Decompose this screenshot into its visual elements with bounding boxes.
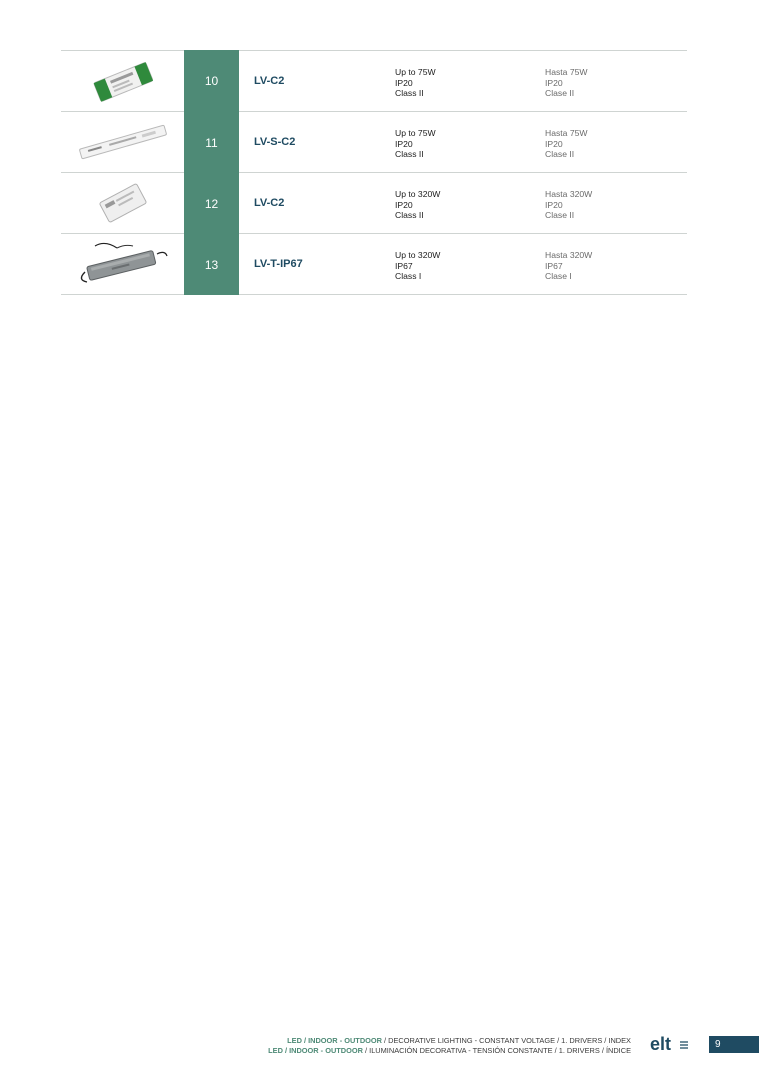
footer-line-en: LED / INDOOR - OUTDOOR / DECORATIVE LIGHTING - CONSTANT VOLTAGE / 1. DRIVERS / INDEX [287,1036,631,1045]
product-image [61,51,184,111]
product-image [61,234,184,294]
footer-line-es: LED / INDOOR - OUTDOOR / ILUMINACIÓN DECORATIVA - TENSIÓN CONSTANTE / 1. DRIVERS / ÍNDICE [268,1045,631,1055]
table-row[interactable] [61,234,687,295]
table-row[interactable] [61,112,687,173]
product-image [61,112,184,172]
driver-icon [83,56,163,106]
elt-logo [650,1034,690,1054]
product-name: LV-S-C2 [254,136,296,148]
specs-en: Up to 320W IP20 Class II [395,189,441,221]
item-number: 13 [184,234,239,295]
specs-es: Hasta 320W IP67 Clase I [545,250,593,282]
product-name: LV-T-IP67 [254,258,303,270]
specs-es: Hasta 75W IP20 Clase II [545,128,588,160]
driver-icon [75,117,171,167]
driver-icon [88,178,158,228]
product-table [61,50,687,295]
footer-breadcrumb [268,1036,631,1055]
driver-icon [75,236,171,292]
item-number: 12 [184,173,239,234]
table-row[interactable] [61,51,687,112]
item-number: 11 [184,112,239,173]
page-number: 9 [709,1036,759,1053]
specs-es: Hasta 320W IP20 Clase II [545,189,593,221]
product-image [61,173,184,233]
specs-es: Hasta 75W IP20 Clase II [545,67,588,99]
product-name: LV-C2 [254,197,285,209]
table-row[interactable] [61,173,687,234]
specs-en: Up to 75W IP20 Class II [395,67,436,99]
specs-en: Up to 75W IP20 Class II [395,128,436,160]
specs-en: Up to 320W IP67 Class I [395,250,441,282]
svg-text:elt: elt [650,1034,672,1054]
item-number: 10 [184,50,239,112]
product-name: LV-C2 [254,75,285,87]
